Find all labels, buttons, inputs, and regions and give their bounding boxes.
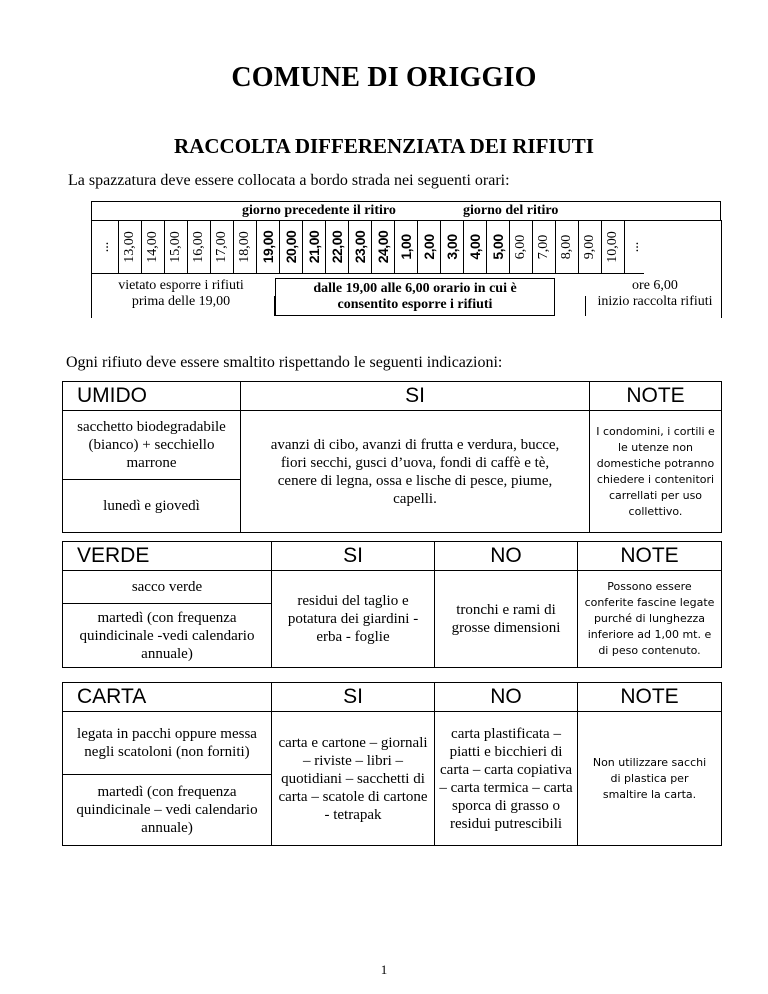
hour-cell	[486, 220, 509, 274]
verde-no-text: tronchi e rami di grosse dimensioni	[435, 571, 578, 668]
umido-days: lunedì e giovedì	[63, 480, 241, 533]
carta-head: CARTA	[63, 683, 272, 712]
instructions-text: Ogni rifiuto deve essere smaltito rispettando le seguenti indicazioni:	[66, 354, 503, 371]
hour-label: 3,00	[444, 233, 460, 260]
verde-note-text: Possono essere conferite fascine legate purché di lunghezza inferiore ad 1,00 mt. e di peso contenuto.	[578, 571, 722, 668]
hour-cell	[325, 220, 348, 274]
hour-cell	[210, 220, 233, 274]
carta-table	[62, 682, 722, 846]
hour-cell	[417, 220, 440, 274]
hour-label: 5,00	[490, 233, 506, 260]
hour-cell	[371, 220, 394, 274]
verde-note-head: NOTE	[578, 542, 722, 571]
hour-cell	[578, 220, 601, 274]
hour-cell	[463, 220, 486, 274]
hour-label: 4,00	[467, 233, 483, 260]
hour-label: 23,00	[352, 230, 368, 263]
hour-cell	[509, 220, 532, 274]
page-subtitle: RACCOLTA DIFFERENZIATA DEI RIFIUTI	[174, 134, 594, 158]
hour-label: 18,00	[237, 230, 252, 263]
umido-si-head: SI	[241, 382, 590, 411]
verde-si-head: SI	[272, 542, 435, 571]
hour-cell	[555, 220, 578, 274]
hour-cell	[256, 220, 279, 274]
carta-days: martedì (con frequenza quindicinale – vedi calendario annuale)	[63, 775, 272, 846]
carta-si-text: carta e cartone – giornali – riviste – libri – quotidiani – sacchetti di carta – scatole di cartone - tetrapak	[272, 712, 435, 846]
intro-text: La spazzatura deve essere collocata a bordo strada nei seguenti orari:	[68, 172, 510, 189]
hour-cell	[233, 220, 256, 274]
hour-cell	[187, 220, 210, 274]
carta-no-head: NO	[435, 683, 578, 712]
hour-cell	[279, 220, 302, 274]
hour-label: ...	[626, 241, 642, 252]
page-number: 1	[380, 962, 388, 977]
schedule-table	[88, 200, 722, 318]
hour-label: 1,00	[398, 233, 414, 260]
carta-si-head: SI	[272, 683, 435, 712]
hour-label: 7,00	[536, 234, 551, 259]
note-forbidden: vietato esporre i rifiuti prima delle 19,00	[118, 278, 244, 309]
hour-cell	[440, 220, 463, 274]
schedule-header	[91, 201, 721, 221]
hour-label: 10,00	[605, 230, 620, 263]
carta-note-head: NOTE	[578, 683, 722, 712]
carta-container: legata in pacchi oppure messa negli scatoloni (non forniti)	[63, 712, 272, 775]
hour-cell	[118, 220, 141, 274]
hour-cell	[394, 220, 417, 274]
header-previous-day: giorno precedente il ritiro	[242, 203, 396, 218]
umido-note-head: NOTE	[590, 382, 722, 411]
hour-label: 14,00	[145, 230, 160, 263]
hour-label: 19,00	[260, 230, 276, 263]
hour-label: 8,00	[559, 234, 574, 259]
hour-cell	[91, 220, 118, 274]
page-title: COMUNE DI ORIGGIO	[231, 62, 537, 93]
note-allowed: dalle 19,00 alle 6,00 orario in cui è consentito esporre i rifiuti	[275, 278, 555, 316]
hour-cell	[141, 220, 164, 274]
hour-label: 20,00	[283, 230, 299, 263]
verde-table	[62, 541, 722, 668]
hour-label: 9,00	[582, 234, 597, 259]
hour-label: 15,00	[168, 230, 183, 263]
carta-no-text: carta plastificata – piatti e bicchieri di carta – carta copiativa – carta termica – carta sporca di grasso o residui putrescibili	[435, 712, 578, 846]
hour-label: 22,00	[329, 230, 345, 263]
umido-table	[62, 381, 722, 533]
hour-label: 17,00	[214, 230, 229, 263]
verde-head: VERDE	[63, 542, 272, 571]
note-collection-start: ore 6,00 inizio raccolta rifiuti	[597, 278, 713, 309]
umido-container: sacchetto biodegradabile (bianco) + secchiello marrone	[63, 411, 241, 480]
hour-cell	[164, 220, 187, 274]
umido-head: UMIDO	[63, 382, 241, 411]
hour-label: 24,00	[375, 230, 391, 263]
header-collection-day: giorno del ritiro	[463, 203, 559, 218]
umido-note-text: I condomini, i cortili e le utenze non domestiche potranno chiedere i contenitori carrellati per uso collettivo.	[590, 411, 722, 533]
hour-label: 21,00	[306, 230, 322, 263]
verde-days: martedì (con frequenza quindicinale -vedi calendario annuale)	[63, 604, 272, 668]
carta-note-text: Non utilizzare sacchi di plastica per smaltire la carta.	[578, 712, 722, 846]
hour-label: ...	[97, 241, 112, 252]
verde-no-head: NO	[435, 542, 578, 571]
verde-si-text: residui del taglio e potatura dei giardini - erba - foglie	[272, 571, 435, 668]
verde-container: sacco verde	[63, 571, 272, 604]
umido-si-text: avanzi di cibo, avanzi di frutta e verdura, bucce, fiori secchi, gusci d’uova, fondi di caffè e tè, cenere di legna, ossa e lische di pesce, piume, capelli.	[241, 411, 590, 533]
hour-label: 6,00	[513, 234, 528, 259]
hour-label: 2,00	[421, 233, 437, 260]
hour-cell	[302, 220, 325, 274]
hour-cell	[348, 220, 371, 274]
hour-cell	[532, 220, 555, 274]
hour-cell	[601, 220, 624, 274]
hour-cell	[624, 220, 644, 274]
hour-label: 13,00	[122, 230, 137, 263]
hour-label: 16,00	[191, 230, 206, 263]
